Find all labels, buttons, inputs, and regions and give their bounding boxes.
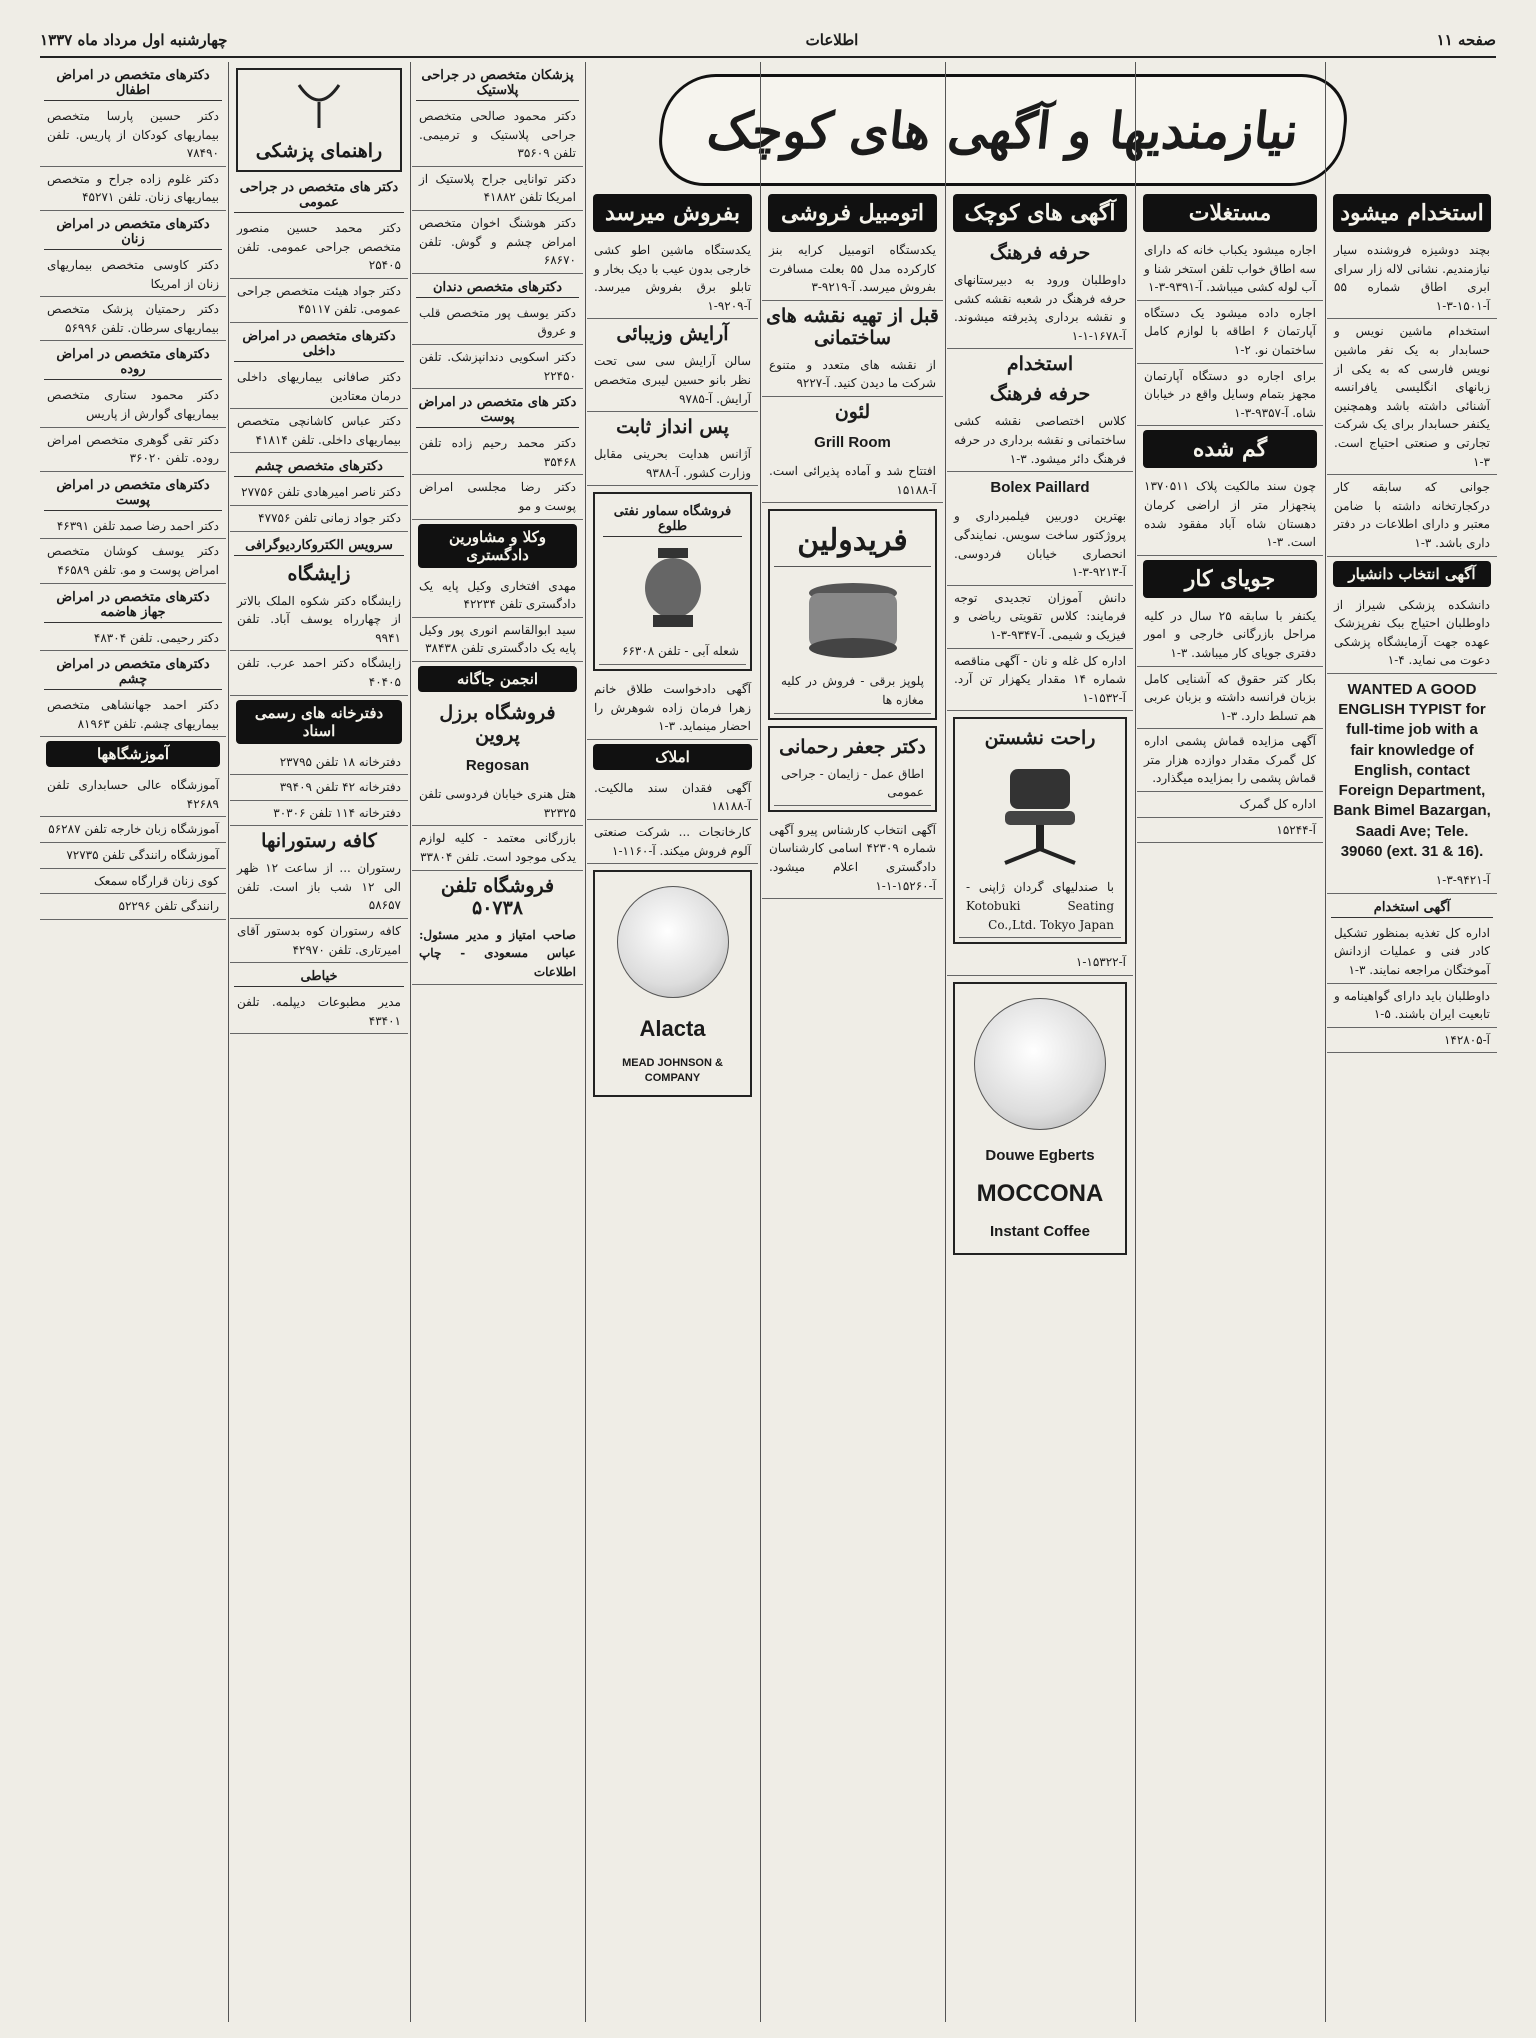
english-ad: WANTED A GOOD ENGLISH TYPIST for full-time job with a fair knowledge of English, contact Foreign Department, Bank Bimel Bazargan, Saadi Ave; Tele. 39060 (ext. 31 & 16). <box>1333 680 1491 860</box>
ad-title: حرفه فرهنگ <box>989 242 1091 264</box>
classified-ad: دکتر محمود ستاری متخصص بیماریهای گوارش از پاریس <box>40 383 226 427</box>
classified-ad: سالن آرایش سی سی تحت نظر بانو حسین لیبری متخصص آرایش. آ-۹۷۸۵ <box>587 349 758 412</box>
coffee-cup-illustration <box>974 998 1106 1130</box>
classified-ad: دکتر ناصر امیرهادی تلفن ۲۷۷۵۶ <box>230 480 408 506</box>
classified-ad: دکتر جواد زمانی تلفن ۴۷۷۵۶ <box>230 506 408 532</box>
classified-ad: کوی زنان قرارگاه سمعک <box>40 869 226 895</box>
section-heading: آگهی انتخاب دانشیار <box>1333 561 1491 587</box>
classified-ad: داوطلبان باید دارای گواهینامه و تابعیت ایران باشند. ۵-۱ <box>1327 984 1497 1028</box>
section-subheading: پزشکان متخصص در جراحی پلاستیک <box>416 66 579 101</box>
column-divider <box>410 62 411 2022</box>
ad-title: فروشگاه سماور نفتی طلوع <box>603 502 742 537</box>
classifieds-banner: نیازمندیها و آگهی های کوچک <box>654 74 1352 186</box>
column-divider <box>760 62 761 2022</box>
section-heading: آموزشگاهها <box>46 741 220 767</box>
classified-ad: دکتر احمد رضا صمد تلفن ۴۶۳۹۱ <box>40 514 226 540</box>
ad-reference: آ-۱۴۲۸۰۵ <box>1327 1028 1497 1054</box>
publisher-footer: صاحب امتیاز و مدیر مسئول: عباس مسعودی - چاپ اطلاعات <box>412 923 583 986</box>
page-number: صفحه ۱۱ <box>1436 31 1496 49</box>
column-small-ads <box>947 190 1133 2020</box>
column-divider <box>228 62 229 2022</box>
ad-title: دکتر جعفر رحمانی <box>779 735 926 758</box>
section-title: راهنمای پزشکی <box>255 140 383 162</box>
ad-title: آرایش وزیبائی <box>616 323 729 346</box>
ad-title: استخدام <box>1006 353 1074 376</box>
classified-ad: دکتر عباس کاشانچی متخصص بیماریهای داخلی. تلفن ۴۱۸۱۴ <box>230 409 408 453</box>
ad-reference: آ-۱۵۳۲۲-۱ <box>947 950 1133 976</box>
section-heading: دفترخانه های رسمی اسناد <box>236 700 402 744</box>
section-title: زایشگاه <box>287 562 351 585</box>
classified-ad: آگهی دادخواست طلاق خانم زهرا فرمان زاده شوهرش را احضار مینماید. ۳-۱ <box>587 677 758 740</box>
classified-ad: دکتر یوسف پور متخصص قلب و عروق <box>412 301 583 345</box>
section-title: کافه رستورانها <box>261 830 377 853</box>
column-real-estate <box>1137 190 1323 2020</box>
classified-ad: سید ابوالقاسم انوری پور وکیل پایه یک دادگستری تلفن ۳۸۴۳۸ <box>412 618 583 662</box>
samovar-illustration <box>628 543 718 633</box>
column-divider <box>1135 62 1136 2022</box>
classified-ad: آگهی انتخاب کارشناس پیرو آگهی شماره ۴۲۳۰۹ اسامی کارشناسان دادگستری اعلام میشود. آ-۱۵۲۶۰-۱-۱ <box>762 818 943 899</box>
classified-ad: کافه رستوران کوه بدستور آقای امیرتاری. تلفن ۴۲۹۷۰ <box>230 919 408 963</box>
ad-title: قبل از تهیه نقشه های ساختمانی <box>766 304 939 349</box>
section-subheading: دکترهای متخصص در امراض پوست <box>44 476 222 511</box>
medical-guide-logo-box <box>236 68 402 172</box>
brand-logo: Regosan <box>465 756 530 774</box>
ad-title: فروشگاه برزل پروین <box>439 701 556 746</box>
classified-ad: دکتر محمود صالحی متخصص جراحی پلاستیک و ترمیمی. تلفن ۳۵۶۰۹ <box>412 104 583 167</box>
classified-ad: دکتر حسین پارسا متخصص بیماریهای کودکان از پاریس. تلفن ۷۸۴۹۰ <box>40 104 226 167</box>
classified-ad: دفترخانه ۴۲ تلفن ۳۹۴۰۹ <box>230 775 408 801</box>
classified-ad: کارخانجات ... شرکت صنعتی آلوم فروش میکند. آ-۱۱۶۰-۱ <box>587 820 758 864</box>
brand-logo: Douwe Egberts <box>985 1146 1095 1164</box>
column-divider <box>585 62 586 2022</box>
classified-ad: یکدستگاه اتومبیل کرایه بنز کارکرده مدل ۵۵ بعلت مسافرت بفروش میرسد. آ-۹۲۱۹-۳ <box>762 238 943 301</box>
classified-ad: جوانی که سابقه کار درکجارتخانه داشته با ضامن معتبر و دارای اطلاعات در دفتر داری باشد. ۳-۱ <box>1327 475 1497 556</box>
section-heading: آگهی های کوچک <box>953 194 1127 232</box>
classified-ad: از نقشه های متعدد و متنوع شرکت ما دیدن کنید. آ-۹۲۲۷ <box>762 353 943 397</box>
classified-ad: زایشگاه دکتر شکوه الملک بالاتر از چهارراه یوسف آباد. تلفن ۹۹۴۱ <box>230 589 408 652</box>
ad-subtitle: حرفه فرهنگ <box>989 383 1091 406</box>
column-doctors-lawyers <box>412 62 583 2022</box>
classified-ad: آموزشگاه رانندگی تلفن ۷۲۷۳۵ <box>40 843 226 869</box>
classified-ad: آژانس هدایت بحرینی مقابل وزارت کشور. آ-۹۳۸۸ <box>587 442 758 486</box>
section-subheading: دکترهای متخصص دندان <box>416 278 579 298</box>
classified-ad: چون سند مالکیت پلاک ۱۳۷۰۵۱۱ پنجهزار متر از اراضی کرمان دهستان شاه آباد مفقود شده است. ۳-۱ <box>1137 474 1323 555</box>
section-subheading: دکترهای متخصص در امراض زنان <box>44 215 222 250</box>
classified-ad: دکتر هوشنگ اخوان متخصص امراض چشم و گوش. تلفن ۶۸۶۷۰ <box>412 211 583 274</box>
section-subheading: دکترهای متخصص در امراض اطفال <box>44 66 222 101</box>
classified-ad: دکتر رحیمی. تلفن ۴۸۳۰۴ <box>40 626 226 652</box>
section-subheading: آگهی استخدام <box>1331 898 1493 918</box>
section-heading: انجمن جاگانه <box>418 666 577 692</box>
column-employment <box>1327 190 1497 2020</box>
classified-ad: دفترخانه ۱۱۴ تلفن ۳۰۳۰۶ <box>230 801 408 827</box>
page-header <box>40 28 1496 52</box>
section-heading: جویای کار <box>1143 560 1317 598</box>
classified-ad: دکتر محمد رحیم زاده تلفن ۳۵۴۶۸ <box>412 431 583 475</box>
classified-ad: مدیر مطبوعات دیپلمه. تلفن ۴۳۴۰۱ <box>230 990 408 1034</box>
column-divider <box>1325 62 1326 2022</box>
ad-title: پس انداز ثابت <box>616 416 729 439</box>
classified-ad: دکتر احمد جهانشاهی متخصص بیماریهای چشم. تلفن ۸۱۹۶۳ <box>40 693 226 737</box>
section-subheading: دکتر های متخصص در امراض پوست <box>416 393 579 428</box>
section-heading: وکلا و مشاورین دادگستری <box>418 524 577 568</box>
classified-ad: اجاره میشود یکباب خانه که دارای سه اطاق خواب تلفن استخر شنا و آب لوله کشی میباشد. آ-۹۳۹۱-۳-۱ <box>1137 238 1323 301</box>
ad-title: لئون <box>834 400 871 423</box>
classified-ad: دکتر یوسف کوشان متخصص امراض پوست و مو. تلفن ۴۶۵۸۹ <box>40 539 226 583</box>
column-divider <box>945 62 946 2022</box>
issue-date: چهارشنبه اول مرداد ماه ۱۳۳۷ <box>40 31 228 49</box>
doctor-ad-box <box>768 726 937 812</box>
classified-ad: پلوپز برقی - فروش در کلیه مغازه ها <box>774 669 931 713</box>
rice-cooker-illustration <box>793 573 913 663</box>
ad-reference: آ-۱۵۲۴۴ <box>1137 818 1323 844</box>
section-subheading: دکترهای متخصص چشم <box>234 457 404 477</box>
classified-ad: استخدام ماشین نویس و حسابدار به یک نفر ماشین نویس فارسی که به یکی از زبانهای انگلیسی یافرانسه آشنائی داشته باشد وهمچنین یکنفر حسابدار برای یک شرکت تجارتی و صنعتی احتیاج است. ۳-۱ <box>1327 319 1497 475</box>
classified-ad: اطاق عمل - زایمان - جراحی عمومی <box>774 762 931 806</box>
section-subheading: دکتر های متخصص در جراحی عمومی <box>234 178 404 213</box>
coffee-ad-box <box>953 982 1127 1255</box>
section-heading: اتومبیل فروشی <box>768 194 937 232</box>
classified-ad: دکتر تقی گوهری متخصص امراض روده. تلفن ۳۶۰۲۰ <box>40 428 226 472</box>
classified-ad: بکار کتر حقوق که آشنایی کامل بزبان فرانسه داشته و بزبان عربی هم تسلط دارد. ۳-۱ <box>1137 667 1323 730</box>
classified-ad: زایشگاه دکتر احمد عرب. تلفن ۴۰۴۰۵ <box>230 651 408 695</box>
brand-logo: Alacta <box>639 1016 706 1042</box>
classified-ad: آگهی مزایده قماش پشمی اداره کل گمرک مقدار دوازده هزار متر قماش پشمی را بمزایده میگذارد. <box>1137 729 1323 792</box>
classified-ad: اداره کل تغذیه بمنظور تشکیل کادر فنی و عملیات ازدانش آموختگان مراجعه نمایند. ۳-۱ <box>1327 921 1497 984</box>
section-subheading: دکترهای متخصص در امراض داخلی <box>234 327 404 362</box>
section-subheading: دکترهای متخصص در امراض جهاز هاضمه <box>44 588 222 623</box>
classified-ad: آگهی فقدان سند مالکیت. آ-۱۸۱۸۸ <box>587 776 758 820</box>
section-subheading: سرویس الکتروکاردیوگرافی <box>234 536 404 556</box>
newspaper-name: اطلاعات <box>805 31 859 49</box>
classified-ad: آموزشگاه زبان خارجه تلفن ۵۶۲۸۷ <box>40 817 226 843</box>
classified-ad: رستوران ... از ساعت ۱۲ ظهر الی ۱۲ شب باز است. تلفن ۵۸۶۵۷ <box>230 856 408 919</box>
alacta-ad-box <box>593 870 752 1097</box>
classified-ad: داوطلبان ورود به دبیرستانهای حرفه فرهنگ در شعبه نقشه کشی و نقشه برداری پذیرفته میشوند. آ-۱۶۷۸-۱-۱ <box>947 268 1133 349</box>
section-subheading: خیاطی <box>234 967 404 987</box>
classified-ad: با صندلیهای گردان ژاپنی - Kotobuki Seating Co.,Ltd. Tokyo Japan <box>959 875 1121 938</box>
column-specialists <box>40 62 226 2022</box>
classified-ad: یکنفر با سابقه ۲۵ سال در کلیه مراحل بازرگانی خارجی و امور دفتری جویای کار میباشد. ۳-۱ <box>1137 604 1323 667</box>
samovar-ad-box <box>593 492 752 671</box>
classified-ad: شعله آبی - تلفن ۶۶۳۰۸ <box>599 639 746 665</box>
brand-maker: MEAD JOHNSON & COMPANY <box>622 1056 723 1084</box>
classified-ad: دکتر جواد هیئت متخصص جراحی عمومی. تلفن ۴۵۱۱۷ <box>230 279 408 323</box>
classified-ad: برای اجاره دو دستگاه آپارتمان مجهز بتمام وسایل واقع در خیابان شاه. آ-۹۳۵۷-۳-۱ <box>1137 364 1323 427</box>
classified-ad: بهترین دوربین فیلمبرداری و پروژکتور ساخت سویس. نمایندگی انحصاری خیابان فردوسی. آ-۹۲۱۳-۳-۱ <box>947 504 1133 585</box>
classified-ad: هتل هنری خیابان فردوسی تلفن ۳۲۳۲۵ <box>412 782 583 826</box>
milk-can-illustration <box>617 886 729 998</box>
classified-ad: رانندگی تلفن ۵۲۲۹۶ <box>40 894 226 920</box>
classified-ad: بچند دوشیزه فروشنده سیار نیازمندیم. نشانی لاله زار سرای ابری اطاق شماره ۵۵ آ-۱۵۰۱-۳-۱ <box>1327 238 1497 319</box>
classified-ad: دانشکده پزشکی شیراز از داوطلبان احتیاج ببک نفرپزشک عهده جهت آزمایشگاه پزشکی دعوت می نماید. ۴-۱ <box>1327 593 1497 674</box>
section-heading: بفروش میرسد <box>593 194 752 232</box>
classified-ad: مهدی افتخاری وکیل پایه یک دادگستری تلفن ۴۲۲۳۴ <box>412 574 583 618</box>
section-heading: استخدام میشود <box>1333 194 1491 232</box>
section-heading: گم شده <box>1143 430 1317 468</box>
classified-ad: اجاره داده میشود یک دستگاه آپارتمان ۶ اطاقه با لوازم کامل ساختمان نو. ۲-۱ <box>1137 301 1323 364</box>
classified-ad: دکتر محمد حسین منصور متخصص جراحی عمومی. تلفن ۲۵۴۰۵ <box>230 216 408 279</box>
classified-ad: دانش آموزان تجدیدی توجه فرمایند: کلاس تقویتی ریاضی و فیزیک و شیمی. آ-۹۳۴۷-۳-۱ <box>947 586 1133 649</box>
classified-ad: دفترخانه ۱۸ تلفن ۲۳۷۹۵ <box>230 750 408 776</box>
office-chair-illustration <box>980 759 1100 869</box>
section-heading: مستغلات <box>1143 194 1317 232</box>
classified-ad: دکتر کاوسی متخصص بیماریهای زنان از امریکا <box>40 253 226 297</box>
rice-cooker-ad-box <box>768 509 937 719</box>
medical-symbol-icon <box>289 80 349 130</box>
section-heading: املاک <box>593 744 752 770</box>
classified-ad: کلاس اختصاصی نقشه کشی ساختمانی و نقشه برداری در حرفه فرهنگ دائر میشود. ۳-۱ <box>947 409 1133 472</box>
section-subheading: دکترهای متخصص در امراض چشم <box>44 655 222 690</box>
classified-ad: آموزشگاه عالی حسابداری تلفن ۴۲۶۸۹ <box>40 773 226 817</box>
classified-ad: اداره کل غله و نان - آگهی مناقصه شماره ۱۴ مقدار یکهزار تن آرد. آ-۱۵۳۲-۱ <box>947 649 1133 712</box>
brand-logo: Instant Coffee <box>989 1223 1090 1241</box>
classified-ad: فروشگاه تلفن ۵۰۷۳۸ <box>440 874 555 919</box>
column-autos <box>762 190 943 2020</box>
column-medical-guide <box>230 62 408 2022</box>
ad-title: راحت نشستن <box>984 727 1096 750</box>
classified-ad: اداره کل گمرک <box>1137 792 1323 818</box>
classified-ad: افتتاح شد و آماده پذیرائی است. آ-۱۵۱۸۸ <box>762 459 943 503</box>
classified-ad: دکتر توانایی جراح پلاستیک از امریکا تلفن ۴۱۸۸۲ <box>412 167 583 211</box>
classified-ad: یکدستگاه ماشین اطو کشی خارجی بدون عیب با دیک بخار و تابلو برق بفروش میرسد. آ-۹۲۰۹-۱ <box>587 238 758 319</box>
classified-ad: دکتر اسکویی دندانپزشک. تلفن ۲۲۴۵۰ <box>412 345 583 389</box>
classified-ad: دکتر رحمتیان پزشک متخصص بیماریهای سرطان. تلفن ۵۶۹۹۶ <box>40 297 226 341</box>
brand-logo: Bolex Paillard <box>990 479 1090 497</box>
restaurant-name: Grill Room <box>814 433 891 451</box>
ad-title: فریدولین <box>774 515 931 567</box>
classified-ad: دکتر رضا مجلسی امراض پوست و مو <box>412 475 583 519</box>
classified-ad: بازرگانی معتمد - کلیه لوازم یدکی موجود است. تلفن ۳۳۸۰۴ <box>412 826 583 870</box>
classified-ad: دکتر غلوم زاده جراح و متخصص بیماریهای زنان. تلفن ۴۵۲۷۱ <box>40 167 226 211</box>
classified-ad: دکتر صافانی بیماریهای داخلی درمان معتادین <box>230 365 408 409</box>
section-subheading: دکترهای متخصص در امراض روده <box>44 345 222 380</box>
ad-reference: آ-۹۴۲۱-۳-۱ <box>1327 868 1497 894</box>
column-for-sale <box>587 190 758 2020</box>
chair-ad-box <box>953 717 1127 944</box>
brand-logo: MOCCONA <box>976 1179 1104 1207</box>
header-rule <box>40 56 1496 58</box>
